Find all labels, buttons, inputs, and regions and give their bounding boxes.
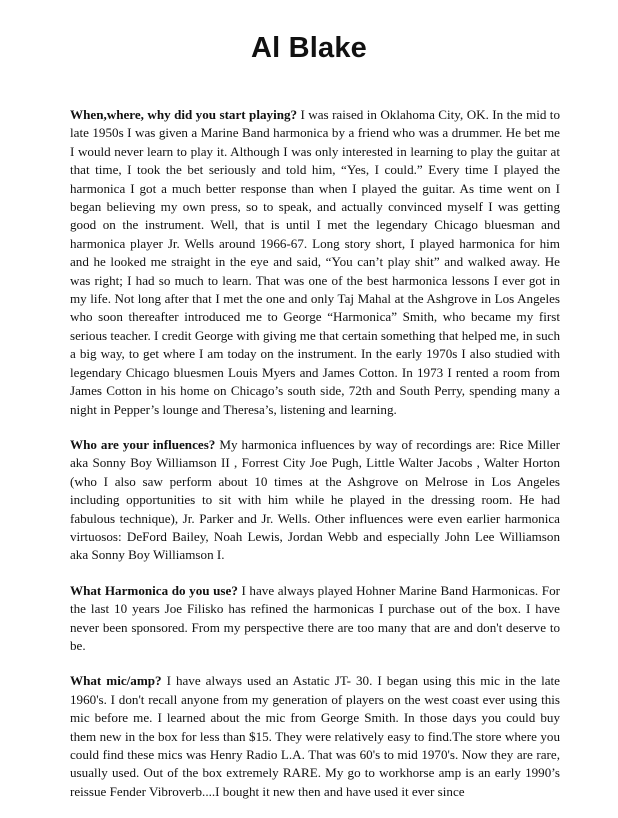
question-heading: What Harmonica do you use? — [70, 582, 238, 598]
question-heading: Who are your influences? — [70, 436, 216, 452]
page-title: Al Blake — [250, 32, 368, 64]
interview-body — [70, 106, 560, 818]
answer-text: I was raised in Oklahoma City, OK. In the mid to late 1950s I was given a Marine Band harmonica by a friend who was a drummer. He bet me I would never learn to play it. Although I was only interested in learning to play the guitar at that time, I took the bet seriously and told him, “Yes, I could.” Every time I played the harmonica I got a much better response than when I played the guitar. As time went on I began believing my own press, so to speak, and actually convinced myself I was getting good on the instrument. Well, that is until I met the legendary Chicago bluesman and harmonica player Jr. Wells around 1966-67. Long story short, I played harmonica for him and he looked me straight in the eye and said, “You can’t play shit” and walked away. He was right; I had so much to learn. That was one of the best harmonica lessons I ever got in my life. Not long after that I met the one and only Taj Mahal at the Ashgrove in Los Angeles who soon thereafter introduced me to George “Harmonica” Smith, who became my first serious teacher. I credit George with giving me that certain something that helped me, in such a big way, to get where I am today on the instrument. In the early 1970s I also studied with legendary Chicago bluesmen Louis Myers and James Cotton. In 1973 I rented a room from James Cotton in his home on Chicago’s south side, 72th and South Perry, spending many a night in Pepper’s lounge and Theresa’s, listening and learning. — [70, 107, 560, 417]
interview-section-start-playing — [70, 106, 560, 419]
answer-text: I have always used an Astatic JT- 30. I began using this mic in the late 1960's. I don't recall anyone from my generation of players on the west coast ever using this mic before me. I learned about the mic from George Smith. In those days you could buy them new in the box for less than $15. They were relatively easy to find.The store where you could find these mics was Henry Radio L.A. That was 60's to mid 1970's. Now they are rare, usually used. Out of the box extremely RARE. My go to workhorse amp is an early 1990’s reissue Fender Vibroverb....I bought it new then and have used it ever since — [70, 673, 560, 799]
answer-text: I have always played Hohner Marine Band Harmonicas. For the last 10 years Joe Filisko has refined the harmonicas I purchase out of the box. I have never been sponsored. From my perspective there are too many that are and don't deserve to be. — [70, 582, 560, 653]
answer-text: My harmonica influences by way of recordings are: Rice Miller aka Sonny Boy Williamson II , Forrest City Joe Pugh, Little Walter Jacobs , Walter Horton (who I also saw perform about 10 times at the Ashgrove on Melrose in Los Angeles including opportunities to sit with him while he played in the dressing room. He had fabulous technique), Jr. Parker and Jr. Wells. Other influences were even earlier harmonica virtuosos: DeFord Bailey, Noah Lewis, Jordan Webb and especially John Lee Williamson aka Sonny Boy Williamson I. — [70, 436, 561, 563]
interview-section-influences — [70, 436, 560, 565]
interview-section-mic-amp — [70, 672, 560, 801]
question-heading: What mic/amp? — [70, 673, 162, 689]
question-heading: When,where, why did you start playing? — [70, 107, 298, 122]
interview-section-harmonica — [70, 582, 560, 656]
